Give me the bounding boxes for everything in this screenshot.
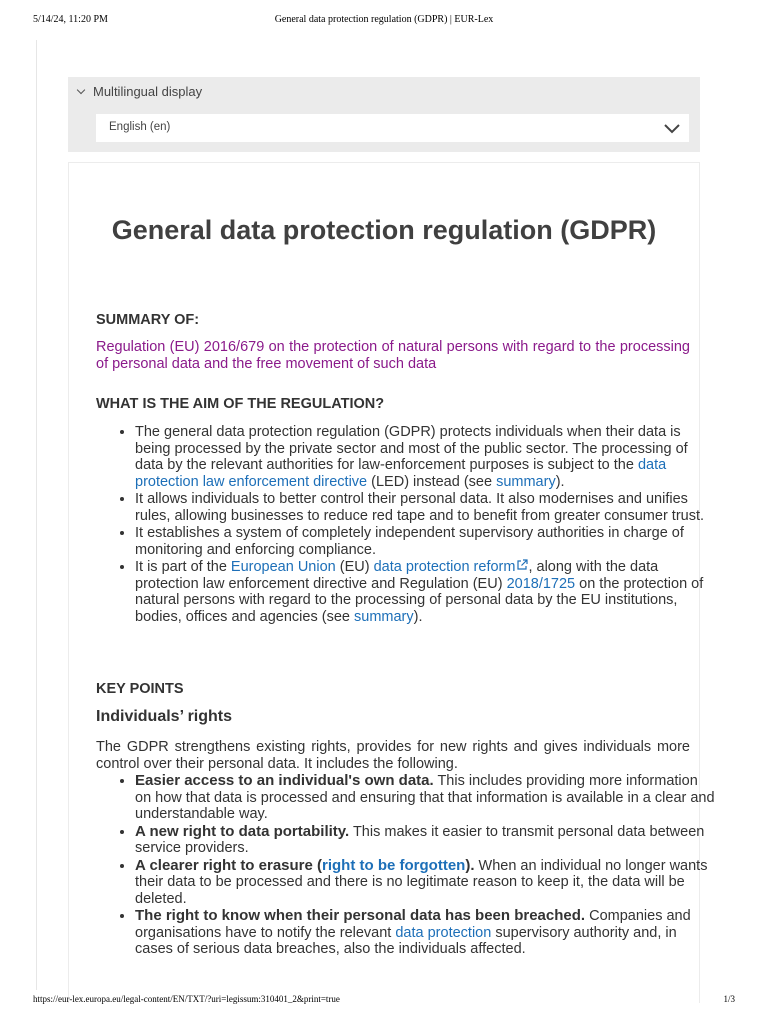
page-left-rule bbox=[36, 40, 37, 990]
print-page-title: General data protection regulation (GDPR) | EUR-Lex bbox=[274, 14, 494, 25]
summary-link[interactable]: summary bbox=[354, 608, 414, 625]
multilingual-panel bbox=[68, 77, 700, 152]
language-select-value: English (en) bbox=[109, 121, 171, 133]
text: (EU) bbox=[335, 559, 374, 575]
text: This includes providing more information on how that data is processed and ensuring that that information is available in a clear and understandable way. bbox=[135, 773, 715, 822]
print-header bbox=[0, 14, 768, 30]
rights-list bbox=[109, 773, 717, 959]
print-footer bbox=[0, 994, 768, 1008]
text: Companies and organisations have to notify the relevant bbox=[135, 908, 691, 941]
list-item bbox=[135, 773, 717, 823]
list-item bbox=[135, 908, 717, 958]
summary-of-heading: SUMMARY OF: bbox=[96, 312, 200, 328]
text: on the protection of natural persons with regard to the processing of personal data by the EU institutions, bodies, offices and agencies (see bbox=[135, 575, 704, 625]
regulation-title: Regulation (EU) 2016/679 on the protection of natural persons with regard to the processing of personal data and the free movement of such data bbox=[96, 339, 690, 372]
page-number: 1/3 bbox=[723, 994, 735, 1004]
page-title: General data protection regulation (GDPR) bbox=[111, 215, 657, 245]
text: supervisory authority and, in cases of serious data breaches, also the individuals affected. bbox=[135, 924, 677, 957]
multilingual-toggle[interactable] bbox=[76, 84, 202, 99]
text: This makes it easier to transmit personal data between service providers. bbox=[135, 823, 705, 856]
right-to-be-forgotten-link[interactable]: right to be forgotten bbox=[322, 856, 466, 874]
summary-content bbox=[68, 162, 715, 1003]
external-link-icon bbox=[516, 559, 528, 571]
list-item: • It allows individuals to better control their personal data. It also modernises and unifies rules, allowing businesses to reduce red tape and to benefit from greater consumer trust. bbox=[135, 491, 717, 524]
item-bold: A clearer right to erasure ( bbox=[135, 856, 323, 874]
list-item bbox=[135, 858, 717, 908]
item-bold: The right to know when their personal data has been breached. bbox=[135, 907, 586, 924]
regulation-2018-1725-link[interactable]: 2018/1725 bbox=[506, 575, 576, 592]
chevron-down-icon bbox=[77, 86, 85, 94]
key-points-heading: KEY POINTS bbox=[96, 681, 184, 697]
list-item bbox=[135, 424, 717, 490]
led-link[interactable]: data protection law enforcement directive bbox=[135, 457, 667, 490]
rights-intro: The GDPR strengthens existing rights, provides for new rights and gives individuals more control over their personal data. It includes the following. bbox=[96, 739, 690, 772]
print-url: https://eur-lex.europa.eu/legal-content/EN/TXT/?uri=legissum:310401_2&print=true bbox=[33, 994, 340, 1004]
text: , along with the data protection law enforcement directive and Regulation (EU) bbox=[135, 559, 659, 592]
text: When an individual no longer wants their data to be processed and there is no legitimate reason to keep it, the data will be deleted. bbox=[135, 857, 708, 907]
aim-list bbox=[109, 424, 717, 626]
individuals-rights-heading: Individuals’ rights bbox=[96, 708, 233, 725]
item-bold: A new right to data portability. bbox=[135, 822, 350, 840]
chevron-down-icon bbox=[663, 119, 681, 137]
european-union-link[interactable]: European Union bbox=[230, 559, 336, 575]
list-item bbox=[135, 559, 717, 625]
multilingual-label: Multilingual display bbox=[93, 84, 203, 99]
text: ). bbox=[555, 473, 565, 490]
print-date: 5/14/24, 11:20 PM bbox=[33, 14, 108, 25]
data-protection-reform-link[interactable] bbox=[374, 559, 529, 575]
text: It is part of the bbox=[135, 559, 231, 575]
language-select[interactable] bbox=[96, 114, 689, 142]
summary-link[interactable]: summary bbox=[496, 473, 556, 490]
list-item bbox=[135, 824, 717, 857]
text: (LED) instead (see bbox=[367, 473, 497, 490]
link-text: data protection reform bbox=[373, 559, 516, 575]
item-bold: ). bbox=[465, 856, 475, 874]
text: The general data protection regulation (GDPR) protects individuals when their data is being processed by the private sector and most of the public sector. The processing of data by the relevant authorities for law-enforcement purposes is subject to the bbox=[135, 424, 688, 473]
data-protection-link[interactable]: data protection bbox=[395, 924, 492, 941]
aim-heading: WHAT IS THE AIM OF THE REGULATION? bbox=[96, 396, 385, 412]
item-bold: Easier access to an individual's own data. bbox=[135, 772, 434, 789]
text: ). bbox=[413, 608, 423, 625]
list-item: • It establishes a system of completely independent supervisory authorities in charge of monitoring and enforcing compliance. bbox=[135, 525, 717, 558]
